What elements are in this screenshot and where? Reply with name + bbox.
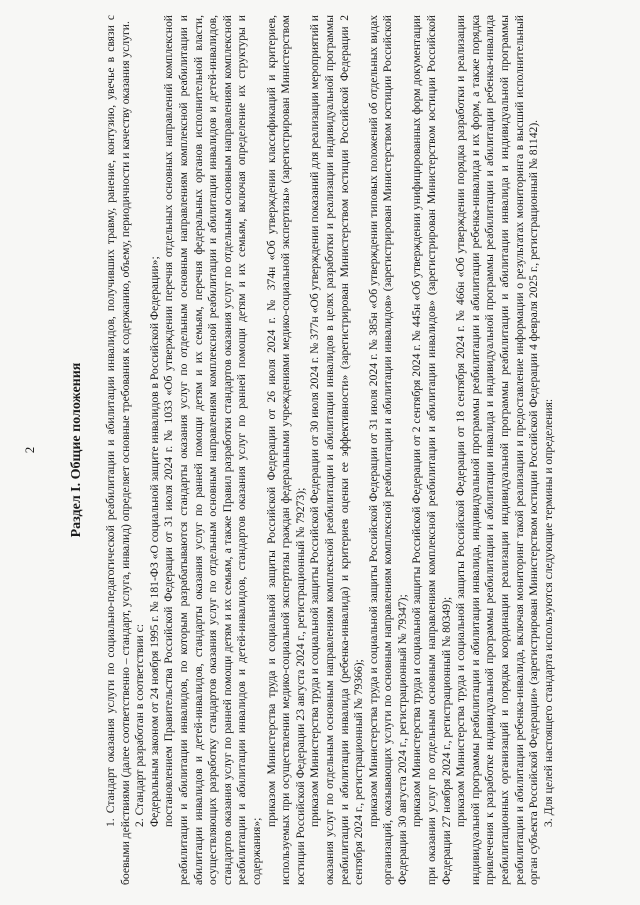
rotated-text-frame: [22, 15, 622, 885]
paragraph: 3. Для целей настоящего стандарта используются следующие термины и определения:: [541, 398, 555, 827]
paragraph: приказом Министерства труда и социальной защиты Российской Федерации от 18 сентября 2024 г. № 466н «Об утверждении порядка разработки и реализации индивидуальной программы реабилитации и абилитации инвалида, индивидуальной программы реабилитации и абилитации ребенка-инвалида и их форм, а также порядка привлечения к разработке индивидуальной программы реабилитации и абилитации инвалида и индивидуальной программы реабилитации и абилитации ребенка-инвалида реабилитационных организаций и порядка координации реализации индивидуальной программы реабилитации и абилитации инвалида и индивидуальной программы реабилитации и абилитации ребенка-инвалида, включая мониторинг такой реализации и предоставление информации о результатах мониторинга в высший исполнительный орган субъекта Российской Федерации» (зарегистрирован Министерством юстиции Российской Федерации 4 февраля 2025 г., регистрационный № 81142).: [454, 15, 541, 885]
section-heading: Раздел I. Общие положения: [69, 362, 84, 538]
paragraph: постановлением Правительства Российской Федерации от 31 июля 2024 г. № 1033 «Об утверждении перечня отдельных основных направлений комплексной реабилитации и абилитации инвалидов, по которым разрабатываются стандарты оказания услуг по отдельным основным направлениям комплексной реабилитации и абилитации инвалидов и детей-инвалидов, стандарты оказания услуг по ранней помощи детям и их семьям, перечня федеральных органов исполнительной власти, осуществляющих разработку стандартов оказания услуг по отдельным основным направлениям комплексной реабилитации и абилитации инвалидов и детей-инвалидов, стандартов оказания услуг по ранней помощи детям и их семьям, а также Правил разработки стандартов оказания услуг по отдельным основным направлениям комплексной реабилитации и абилитации инвалидов и детей-инвалидов, стандартов оказания услуг по ранней помощи детям и их семьям, включая определение их структуры и содержания»;: [162, 15, 263, 885]
paragraph: приказом Министерства труда и социальной защиты Российской Федерации от 31 июля 2024 г. № 385н «Об утверждении типовых положений об отдельных видах организаций, оказывающих услуги по основным направлениям комплексной реабилитации и абилитации инвалидов» (зарегистрирован Министерством юстиции Российской Федерации 30 августа 2024 г., регистрационный № 79347);: [366, 15, 409, 885]
paragraph: приказом Министерства труда и социальной защиты Российской Федерации от 30 июля 2024 г. № 377н «Об утверждении показаний для реализации мероприятий и оказания услуг по отдельным основным направлениям комплексной реабилитации и абилитации инвалидов в целях разработки и реализации индивидуальной программы реабилитации и абилитации инвалида (ребенка-инвалида) и критериев оценки ее эффективности» (зарегистрирован Министерством юстиции Российской Федерации 2 сентября 2024 г., регистрационный № 79366);: [308, 15, 366, 885]
paragraph: 1. Стандарт оказания услуги по социально-педагогической реабилитации и абилитации инвалидов, получивших травму, ранение, контузию, увечье в связи с боевыми действиями (далее соответственно – стандарт, услуга, инвалид) определяет основные требования к содержанию, объему, периодичности и качеству оказания услуги.: [104, 15, 132, 885]
paragraph: приказом Министерства труда и социальной защиты Российской Федерации от 26 июля 2024 г. № 374н «Об утверждении классификаций и критериев, используемых при осуществлении медико-социальной экспертизы граждан федеральными учреждениями медико-социальной экспертизы» (зарегистрирован Министерством юстиции Российской Федерации 23 августа 2024 г., регистрационный № 79273);: [264, 15, 307, 885]
page-number: 2: [22, 446, 37, 454]
document-body: [104, 15, 556, 885]
paragraph: 2. Стандарт разработан в соответствии с:: [133, 624, 147, 827]
paragraph: приказом Министерства труда и социальной защиты Российской Федерации от 2 сентября 2024 г. № 445н «Об утверждении унифицированных форм документации при оказании услуг по отдельным основным направлениям комплексной реабилитации и абилитации инвалидов» (зарегистрирован Министерством юстиции Российской Федерации 27 ноября 2024 г., регистрационный № 80349);: [410, 15, 453, 885]
paragraph: Федеральным законом от 24 ноября 1995 г. № 181-ФЗ «О социальной защите инвалидов в Российской Федерации»;: [147, 256, 161, 827]
